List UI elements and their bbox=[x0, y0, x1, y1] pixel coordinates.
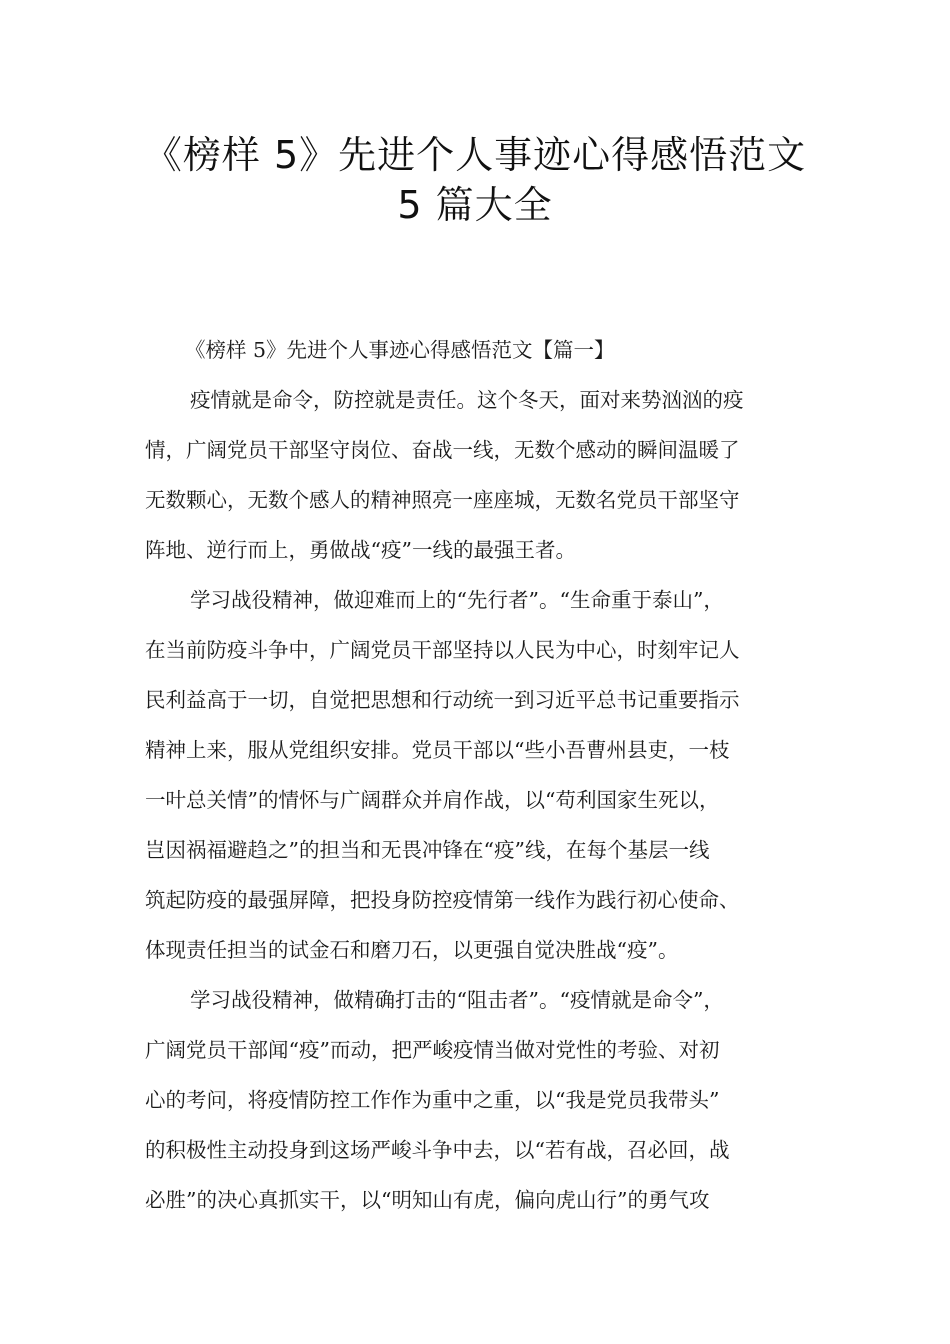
body-line: 民利益高于一切，自觉把思想和行动统一到习近平总书记重要指示 bbox=[145, 688, 740, 712]
document-body bbox=[145, 375, 810, 1245]
body-line: 一叶总关情”的情怀与广阔群众并肩作战，以“苟利国家生死以， bbox=[145, 788, 720, 812]
body-line: 学习战役精神，做精确打击的“阻击者”。“疫情就是命令”， bbox=[190, 988, 724, 1012]
body-line: 学习战役精神，做迎难而上的“先行者”。“生命重于泰山”， bbox=[190, 588, 724, 612]
body-line: 体现责任担当的试金石和磨刀石，以更强自觉决胜战“疫”。 bbox=[145, 938, 679, 962]
body-line: 疫情就是命令，防控就是责任。这个冬天，面对来势汹汹的疫 bbox=[190, 388, 744, 412]
body-line: 广阔党员干部闻“疫”而动，把严峻疫情当做对党性的考验、对初 bbox=[145, 1038, 720, 1062]
document-title-line-2: 5 篇大全 bbox=[397, 183, 553, 227]
body-line: 心的考问，将疫情防控工作作为重中之重，以“我是党员我带头” bbox=[145, 1088, 720, 1112]
body-line: 阵地、逆行而上，勇做战“疫”一线的最强王者。 bbox=[145, 538, 576, 562]
body-line: 岂因祸福避趋之”的担当和无畏冲锋在“疫”线，在每个基层一线 bbox=[145, 838, 710, 862]
body-line: 精神上来，服从党组织安排。党员干部以“些小吾曹州县吏，一枝 bbox=[145, 738, 730, 762]
body-line: 在当前防疫斗争中，广阔党员干部坚持以人民为中心，时刻牢记人 bbox=[145, 638, 740, 662]
body-line: 的积极性主动投身到这场严峻斗争中去，以“若有战，召必回，战 bbox=[145, 1138, 730, 1162]
section-heading: 《榜样 5》先进个人事迹心得感悟范文【篇一】 bbox=[185, 338, 615, 362]
body-line: 必胜”的决心真抓实干，以“明知山有虎，偏向虎山行”的勇气攻 bbox=[145, 1188, 710, 1212]
body-line: 情，广阔党员干部坚守岗位、奋战一线，无数个感动的瞬间温暖了 bbox=[145, 438, 740, 462]
document-title-line-1: 《榜样 5》先进个人事迹心得感悟范文 bbox=[143, 133, 807, 177]
body-line: 无数颗心，无数个感人的精神照亮一座座城，无数名党员干部坚守 bbox=[145, 488, 740, 512]
body-line: 筑起防疫的最强屏障，把投身防控疫情第一线作为践行初心使命、 bbox=[145, 888, 740, 912]
